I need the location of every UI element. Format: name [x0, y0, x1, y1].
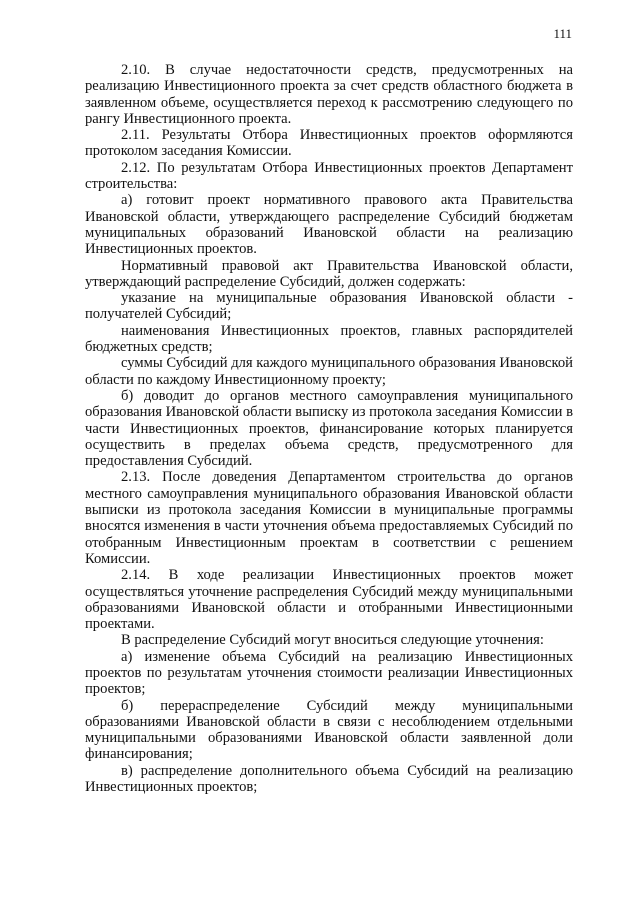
paragraph-2-12: 2.12. По результатам Отбора Инвестиционных проектов Департамент строительства:	[85, 159, 573, 193]
paragraph-2-13: 2.13. После доведения Департаментом строительства до органов местного самоуправления муниципального образования Ивановской области выписки из протокола заседания Комиссии в муниципальные программы вносятся изменения в части уточнения объема предоставляемых Субсидий по отобранным Инвестиционным проектам в соответствии с решением Комиссии.	[85, 469, 573, 567]
paragraph-2-12-a: а) готовит проект нормативного правового акта Правительства Ивановской области, утверждающего распределение Субсидий бюджетам муниципальных образований Ивановской области на реализацию Инвестиционных проектов.	[85, 192, 573, 258]
list-item-clarification-b: б) перераспределение Субсидий между муниципальными образованиями Ивановской области в связи с несоблюдением отдельными муниципальными образованиями Ивановской области заявленной доли финансирования;	[85, 697, 573, 763]
list-item-recipients: указание на муниципальные образования Ивановской области - получателей Субсидий;	[85, 290, 573, 323]
document-body	[85, 62, 573, 795]
list-item-clarification-c: в) распределение дополнительного объема Субсидий на реализацию Инвестиционных проектов;	[85, 762, 573, 796]
list-item-subsidy-amounts: суммы Субсидий для каждого муниципального образования Ивановской области по каждому Инвестиционному проекту;	[85, 355, 573, 388]
list-item-project-names: наименования Инвестиционных проектов, главных распорядителей бюджетных средств;	[85, 322, 573, 356]
paragraph-act-contents: Нормативный правовой акт Правительства Ивановской области, утверждающий распределение Субсидий, должен содержать:	[85, 257, 573, 290]
paragraph-2-11: 2.11. Результаты Отбора Инвестиционных проектов оформляются протоколом заседания Комиссии.	[85, 127, 573, 160]
paragraph-2-10: 2.10. В случае недостаточности средств, предусмотренных на реализацию Инвестиционного проекта за счет средств областного бюджета в заявленном объеме, осуществляется переход к рассмотрению следующего по рангу Инвестиционного проекта.	[85, 62, 573, 127]
paragraph-2-14: 2.14. В ходе реализации Инвестиционных проектов может осуществляться уточнение распределения Субсидий между муниципальными образованиями Ивановской области и отобранными Инвестиционными проектами.	[85, 567, 573, 633]
paragraph-2-12-b: б) доводит до органов местного самоуправления муниципального образования Ивановской области выписку из протокола заседания Комиссии в части Инвестиционных проектов, финансирование которых планируется осуществить в пределах объема средств, предусмотренного для предоставления Субсидий.	[85, 387, 573, 470]
page-number: 111	[553, 26, 572, 41]
list-item-clarification-a: а) изменение объема Субсидий на реализацию Инвестиционных проектов по результатам уточнения стоимости реализации Инвестиционных проектов;	[85, 648, 573, 698]
paragraph-clarifications: В распределение Субсидий могут вноситься следующие уточнения:	[121, 632, 544, 649]
